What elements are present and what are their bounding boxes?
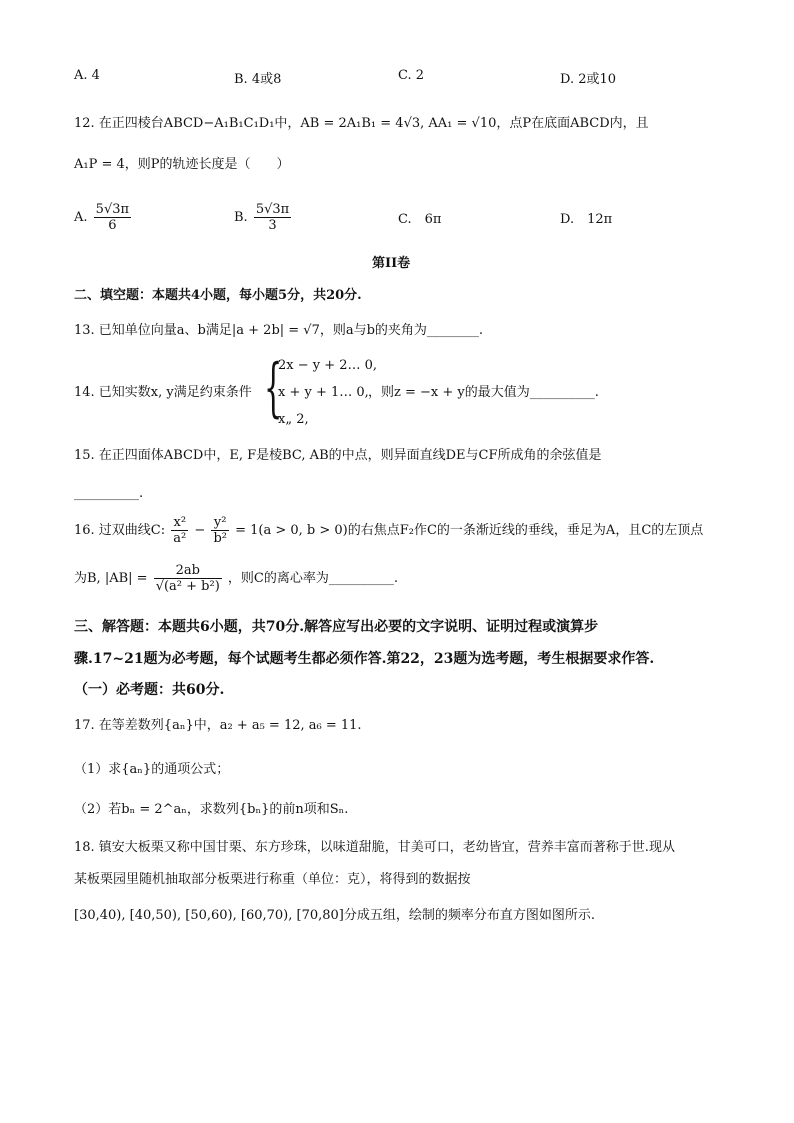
q16-fraction-x-den: a² <box>173 531 187 546</box>
q12-option-a <box>74 202 133 233</box>
q18-stem-line3: [30,40), [40,50), [50,60), [60,70), [70,80]分成五组，绘制的频率分布直方图如图所示. <box>74 908 595 923</box>
q16-line1-rest: = 1(a > 0, b > 0)的右焦点F₂作C的一条渐近线的垂线，垂足为A，且C的左顶点 <box>235 523 704 538</box>
q14-prefix: 14. 已知实数x, y满足约束条件 <box>74 385 252 400</box>
q16-prefix: 16. 过双曲线C: <box>74 523 166 538</box>
q16-line2-prefix: 为B, |AB| = <box>74 571 148 586</box>
q14-brace: { <box>264 351 283 425</box>
q16-fraction-x-num: x² <box>171 515 188 531</box>
q12-option-a-denominator: 6 <box>108 218 117 233</box>
q17-stem: 17. 在等差数列{aₙ}中，a₂ + a₅ = 12, a₆ = 11. <box>74 718 362 733</box>
q13-stem: 13. 已知单位向量a、b满足|a + 2b| = √7，则a与b的夹角为________. <box>74 323 484 338</box>
q12-option-b-label: B. <box>234 210 248 225</box>
q11-option-c: C. 2 <box>398 68 425 83</box>
q14-suffix: ，则z = −x + y的最大值为__________. <box>368 385 599 400</box>
q11-option-a: A. 4 <box>74 68 100 83</box>
q14-constraint-1: 2x − y + 2… 0, <box>278 358 378 373</box>
q18-stem-line1: 18. 镇安大板栗又称中国甘栗、东方珍珠，以味道甜脆，甘美可口，老幼皆宜，营养丰富而著称于世.现从 <box>74 840 675 855</box>
q16-stem-line2 <box>74 562 398 596</box>
q11-option-b: B. 4或8 <box>234 72 282 87</box>
q12-option-c: C. 6π <box>398 212 442 227</box>
q12-option-b <box>234 202 293 233</box>
q15-stem-line1: 15. 在正四面体ABCD中，E, F是棱BC, AB的中点，则异面直线DE与CF所成角的余弦值是 <box>74 448 602 463</box>
q16-line2-rest: ，则C的离心率为__________. <box>227 571 399 586</box>
q16-minus: − <box>194 523 206 538</box>
q14-constraint-2: x + y + 1… 0, <box>278 385 369 400</box>
q18-stem-line2: 某板栗园里随机抽取部分板栗进行称重（单位：克），将得到的数据按 <box>74 872 471 887</box>
q16-fraction-ab-num: 2ab <box>154 563 222 579</box>
section-2-heading: 二、填空题：本题共4小题，每小题5分，共20分. <box>74 288 362 303</box>
q12-option-a-numerator: 5√3π <box>95 202 130 217</box>
section-3-heading-line3: （一）必考题：共60分. <box>74 682 225 698</box>
q12-option-b-fraction <box>254 202 291 233</box>
q16-fraction-x <box>171 515 188 546</box>
q12-option-a-label: A. <box>74 210 88 225</box>
q16-fraction-ab-den: √(a² + b²) <box>155 579 220 594</box>
q14-constraint-3: x„ 2, <box>278 412 309 427</box>
q16-fraction-ab <box>154 563 222 594</box>
q12-option-b-denominator: 3 <box>268 218 277 233</box>
q16-stem-line1 <box>74 514 703 548</box>
q16-fraction-y-num: y² <box>211 515 229 531</box>
q15-stem-line2: __________. <box>74 486 144 501</box>
q17-part-2: （2）若bₙ = 2^aₙ，求数列{bₙ}的前n项和Sₙ. <box>74 802 349 817</box>
q12-stem-line2: A₁P = 4，则P的轨迹长度是（ ） <box>74 157 290 172</box>
q12-option-a-fraction <box>94 202 131 233</box>
q11-option-d: D. 2或10 <box>560 72 617 87</box>
q12-option-d: D. 12π <box>560 212 613 227</box>
q12-option-b-numerator: 5√3π <box>255 202 290 217</box>
section-3-heading-line2: 骤.17~21题为必考题，每个试题考生都必须作答.第22，23题为选考题，考生根据要求作答. <box>74 651 655 667</box>
q16-fraction-y-den: b² <box>213 531 227 546</box>
q12-stem-line1: 12. 在正四棱台ABCD−A₁B₁C₁D₁中，AB = 2A₁B₁ = 4√3, AA₁ = √10，点P在底面ABCD内，且 <box>74 116 649 131</box>
section-3-heading-line1: 三、解答题：本题共6小题，共70分.解答应写出必要的文字说明、证明过程或演算步 <box>74 619 599 635</box>
q17-part-1: （1）求{aₙ}的通项公式； <box>74 762 230 777</box>
volume-2-title: 第II卷 <box>372 256 411 271</box>
q16-fraction-y <box>211 515 229 546</box>
